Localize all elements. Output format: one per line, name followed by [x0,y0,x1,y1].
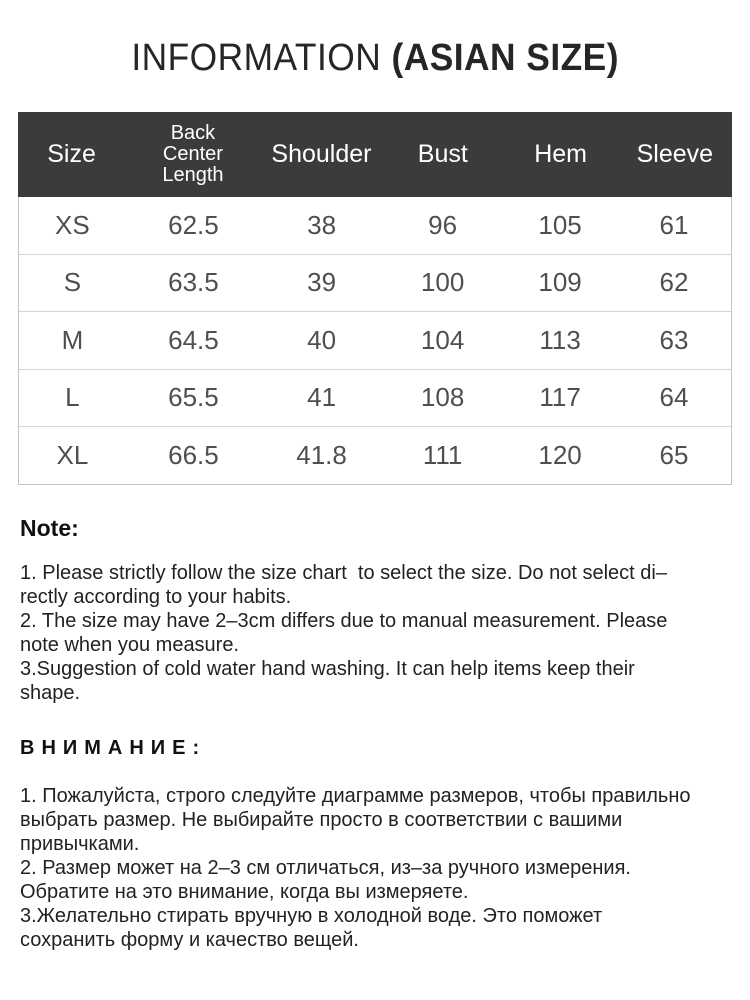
attention-line: сохранить форму и качество вещей. [20,928,359,951]
cell-back-center-length: 63.5 [168,267,219,298]
note-line: note when you measure. [20,633,240,656]
note-line: shape. [20,681,81,704]
table-row-xl [19,427,731,484]
page-title [0,0,750,84]
attention-line: 3.Желательно стирать вручную в холодной воде. Это поможет [20,904,603,927]
attention-text [20,784,750,952]
cell-hem: 117 [539,382,581,413]
cell-shoulder: 38 [307,209,337,240]
cell-shoulder: 39 [307,267,337,298]
table-row-m [19,312,731,370]
cell-size: S [63,267,82,298]
cell-bust: 111 [422,439,463,470]
page-title-bold: (ASIAN SIZE) [391,37,619,79]
cell-hem: 120 [538,439,582,470]
note-line: rectly according to your habits. [20,585,292,608]
column-header-hem: Hem [534,140,588,168]
cell-bust: 108 [420,382,465,413]
cell-shoulder: 40 [307,324,337,355]
cell-shoulder: 41 [307,382,337,413]
table-row-s [19,255,731,313]
attention-line: привычками. [20,832,140,855]
cell-bust: 100 [420,267,465,298]
column-header-size: Size [47,140,96,168]
note-line: 2. The size may have 2–3cm differs due to manual measurement. Please [20,609,668,632]
column-header-shoulder: Shoulder [271,140,372,168]
attention-line: Обратите на это внимание, когда вы измеряете. [20,880,469,903]
table-row-xs [19,197,731,255]
cell-size: XL [56,439,89,470]
note-line: 1. Please strictly follow the size chart to select the size. Do not select di– [20,561,667,584]
note-heading: Note: [20,514,79,541]
attention-line: выбрать размер. Не выбирайте просто в соответствии с вашими [20,808,623,831]
note-line: 3.Suggestion of cold water hand washing. It can help items keep their [20,657,635,680]
cell-bust: 104 [420,324,465,355]
column-header-bust: Bust [417,140,468,168]
cell-hem: 105 [538,209,582,240]
cell-size: M [61,324,84,355]
cell-size: XS [55,209,90,240]
cell-sleeve: 65 [659,439,689,470]
note-text [20,561,750,705]
cell-sleeve: 63 [659,324,689,355]
cell-back-center-length: 64.5 [168,324,219,355]
attention-line: 2. Размер может на 2–3 см отличаться, из–за ручного измерения. [20,856,631,879]
size-chart-body [18,197,732,485]
cell-sleeve: 61 [659,209,689,240]
cell-bust: 96 [428,209,458,240]
page-title-light: INFORMATION [131,37,392,79]
cell-back-center-length: 66.5 [168,439,219,470]
cell-sleeve: 64 [659,382,689,413]
cell-hem: 113 [539,324,581,355]
size-chart-header-row [18,112,732,197]
page-title-text [131,34,619,82]
cell-hem: 109 [538,267,582,298]
column-header-sleeve: Sleeve [636,140,714,168]
cell-size: L [65,382,80,413]
attention-line: 1. Пожалуйста, строго следуйте диаграмме размеров, чтобы правильно [20,784,691,807]
table-row-l [19,370,731,428]
column-header-back-center-length: Back Center Length [162,122,224,186]
attention-heading: ВНИМАНИЕ: [20,736,207,759]
size-chart-table [18,112,732,485]
cell-shoulder: 41.8 [296,439,347,470]
cell-back-center-length: 65.5 [168,382,219,413]
cell-sleeve: 62 [659,267,689,298]
cell-back-center-length: 62.5 [168,209,219,240]
